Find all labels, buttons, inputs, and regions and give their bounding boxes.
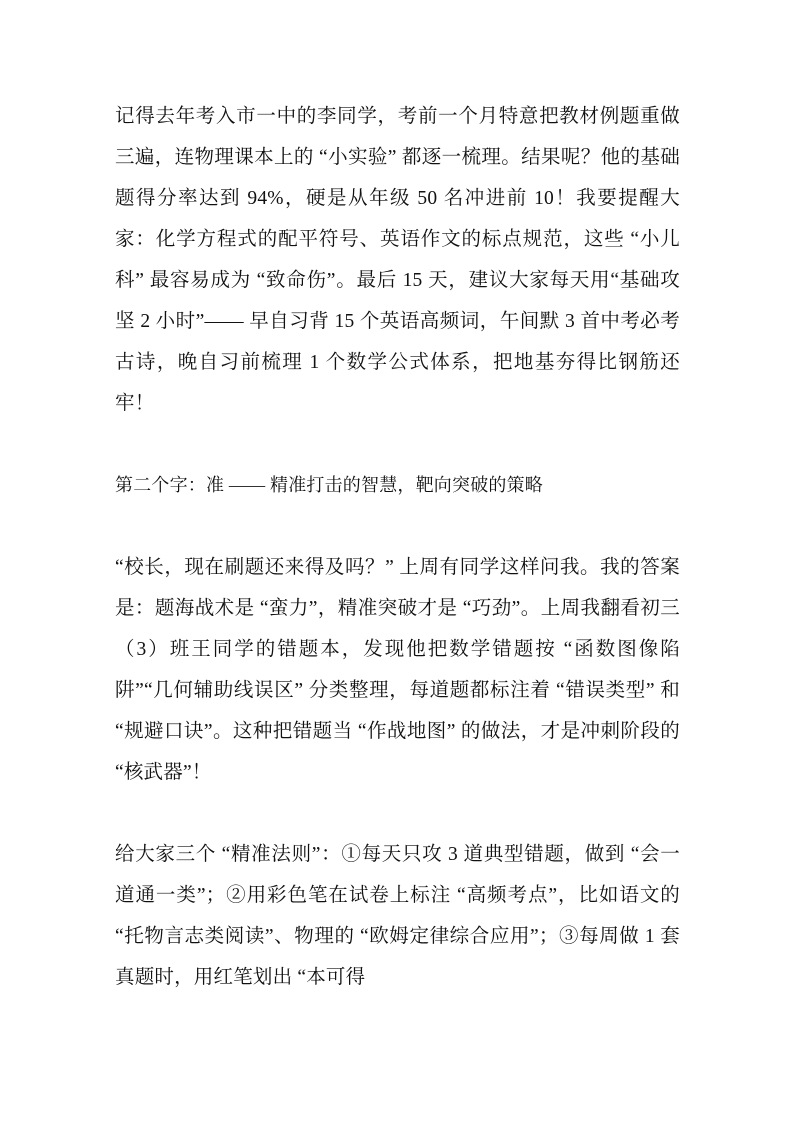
paragraph-precision-strategy: “校长，现在刷题还来得及吗？” 上周有同学这样问我。我的答案是：题海战术是 “蛮力”，精准突破才是 “巧劲”。上周我翻看初三（3）班王同学的错题本，发现他把数学错题按 “函数图像陷阱”“几何辅助线误区” 分类整理，每道题都标注着 “错误类型” 和 “规避口诀”。这种把错题当 “作战地图” 的做法，才是冲刺阶段的 “核武器”！ [115,557,680,783]
paragraph-basics-example: 记得去年考入市一中的李同学，考前一个月特意把教材例题重做三遍，连物理课本上的 “小实验” 都逐一梳理。结果呢？他的基础题得分率达到 94%，硬是从年级 50 名冲进前 10！我要提醒大家：化学方程式的配平符号、英语作文的标点规范，这些 “小儿科” 最容易成为 “致命伤”。最后 15 天，建议大家每天用“基础攻坚 2 小时”—— 早自习背 15 个英语高频词，午间默 3 首中考必考古诗，晚自习前梳理 1 个数学公式体系，把地基夯得比钢筋还牢！ [115,106,680,414]
paragraph-spacer [115,506,680,547]
document-body [115,96,680,998]
paragraph-precision-rules: 给大家三个 “精准法则”：①每天只攻 3 道典型错题，做到 “会一道通一类”；②用彩色笔在试卷上标注 “高频考点”，比如语文的 “托物言志类阅读”、物理的 “欧姆定律综合应用”；③每周做 1 套真题时，用红笔划出 “本可得 [115,844,680,988]
section-heading-second-character: 第二个字：准 —— 精准打击的智慧，靶向突破的策略 [115,475,543,495]
paragraph-spacer [115,424,680,465]
paragraph-spacer [115,793,680,834]
